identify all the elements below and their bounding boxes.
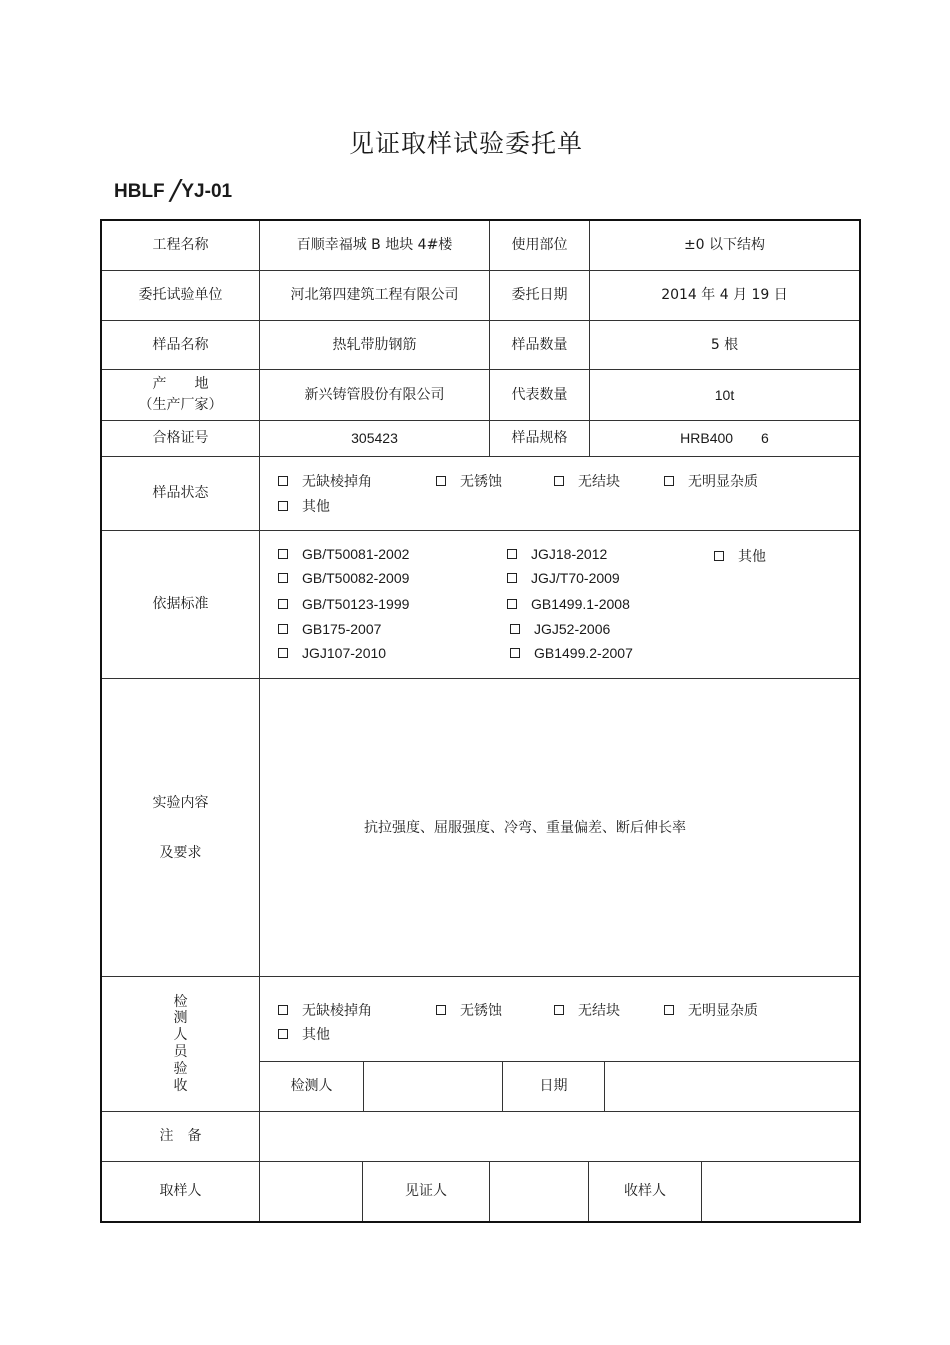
inspector-label: 检测人 [290, 1078, 333, 1095]
usage-location-label: 使用部位 [511, 237, 568, 254]
form-code: HBLF ╱YJ-01 [114, 181, 233, 202]
inspection-option[interactable]: 其他 [278, 1024, 330, 1044]
sample-name-label: 样品名称 [152, 336, 209, 353]
witness-label: 见证人 [405, 1183, 447, 1200]
checkbox-icon[interactable] [436, 476, 446, 486]
remark-label: 注 备 [159, 1128, 202, 1145]
checkbox-icon[interactable] [278, 501, 288, 511]
standard-option[interactable]: GB1499.1-2008 [507, 596, 630, 612]
entrust-date-value: 2014 年 4 月 19 日 [661, 287, 788, 304]
sample-spec-value: HRB400 6 [680, 430, 769, 447]
sample-quantity-value: 5 根 [710, 336, 739, 353]
checkbox-icon[interactable] [507, 573, 517, 583]
test-content-label [102, 679, 259, 976]
checkbox-icon[interactable] [278, 549, 288, 559]
origin-label [102, 370, 259, 420]
checkbox-icon[interactable] [510, 624, 520, 634]
entrust-date-label: 委托日期 [511, 287, 568, 304]
origin-value: 新兴铸管股份有限公司 [304, 386, 445, 403]
checkbox-icon[interactable] [510, 648, 520, 658]
certificate-no-value: 305423 [351, 430, 398, 447]
inspector-field[interactable] [364, 1062, 502, 1111]
status-option[interactable]: 无明显杂质 [664, 471, 758, 491]
remark-field[interactable] [260, 1112, 859, 1161]
checkbox-icon[interactable] [664, 476, 674, 486]
represent-quantity-value: 10t [714, 386, 735, 403]
standard-option[interactable]: JGJ52-2006 [510, 621, 610, 637]
checkbox-icon[interactable] [278, 1029, 288, 1039]
checkbox-icon[interactable] [436, 1005, 446, 1015]
standard-option[interactable]: JGJ107-2010 [278, 645, 386, 661]
test-content-value: 抗拉强度、屈服强度、冷弯、重量偏差、断后伸长率 [364, 819, 686, 836]
receiver-label: 收样人 [624, 1183, 666, 1200]
checkbox-icon[interactable] [278, 1005, 288, 1015]
checkbox-icon[interactable] [554, 1005, 564, 1015]
checkbox-icon[interactable] [278, 648, 288, 658]
sample-quantity-label: 样品数量 [511, 336, 568, 353]
status-option[interactable]: 无结块 [554, 471, 620, 491]
test-content-label-line1: 实验内容 [152, 794, 209, 811]
checkbox-icon[interactable] [278, 476, 288, 486]
certificate-no-label: 合格证号 [152, 430, 209, 447]
inspection-date-label: 日期 [539, 1078, 568, 1095]
checkbox-icon[interactable] [278, 624, 288, 634]
origin-label-line2: （生产厂家） [138, 397, 223, 413]
project-name-label: 工程名称 [152, 237, 209, 254]
status-option[interactable]: 无锈蚀 [436, 471, 502, 491]
inspection-label: 检 测 人 员 验 收 [173, 993, 188, 1094]
witness-field[interactable] [490, 1162, 588, 1221]
represent-quantity-label: 代表数量 [511, 386, 568, 403]
origin-label-line1: 产 地 [152, 376, 209, 392]
test-unit-value: 河北第四建筑工程有限公司 [290, 287, 459, 304]
inspection-option[interactable]: 无结块 [554, 1000, 620, 1020]
entrustment-form [100, 219, 861, 1223]
status-option[interactable]: 无缺棱掉角 [278, 471, 372, 491]
checkbox-icon[interactable] [278, 599, 288, 609]
standard-option[interactable]: GB/T50082-2009 [278, 570, 409, 586]
test-unit-label: 委托试验单位 [138, 287, 223, 304]
checkbox-icon[interactable] [507, 599, 517, 609]
sample-name-value: 热轧带肋钢筋 [332, 336, 417, 353]
receiver-field[interactable] [702, 1162, 859, 1221]
checkbox-icon[interactable] [278, 573, 288, 583]
test-content-label-line2: 及要求 [159, 844, 202, 861]
checkbox-icon[interactable] [554, 476, 564, 486]
usage-location-value: ±0 以下结构 [683, 237, 766, 254]
inspection-option[interactable]: 无明显杂质 [664, 1000, 758, 1020]
sampler-field[interactable] [260, 1162, 362, 1221]
standard-option[interactable]: JGJ18-2012 [507, 546, 607, 562]
standard-option[interactable]: GB/T50123-1999 [278, 596, 409, 612]
standard-option[interactable]: JGJ/T70-2009 [507, 570, 620, 586]
status-option[interactable]: 其他 [278, 496, 330, 516]
standard-option[interactable]: GB1499.2-2007 [510, 645, 633, 661]
inspection-option[interactable]: 无锈蚀 [436, 1000, 502, 1020]
sampler-label: 取样人 [159, 1183, 202, 1200]
standards-label: 依据标准 [152, 596, 209, 613]
sample-spec-label: 样品规格 [511, 430, 568, 447]
sample-status-label: 样品状态 [152, 485, 209, 502]
page-title: 见证取样试验委托单 [348, 129, 583, 158]
standard-option[interactable]: 其他 [714, 546, 766, 566]
standard-option[interactable]: GB175-2007 [278, 621, 381, 637]
project-name-value: 百顺幸福城 B 地块 4#楼 [296, 237, 453, 254]
inspection-option[interactable]: 无缺棱掉角 [278, 1000, 372, 1020]
checkbox-icon[interactable] [507, 549, 517, 559]
standard-option[interactable]: GB/T50081-2002 [278, 546, 409, 562]
checkbox-icon[interactable] [714, 551, 724, 561]
checkbox-icon[interactable] [664, 1005, 674, 1015]
inspection-date-field[interactable] [605, 1062, 859, 1111]
